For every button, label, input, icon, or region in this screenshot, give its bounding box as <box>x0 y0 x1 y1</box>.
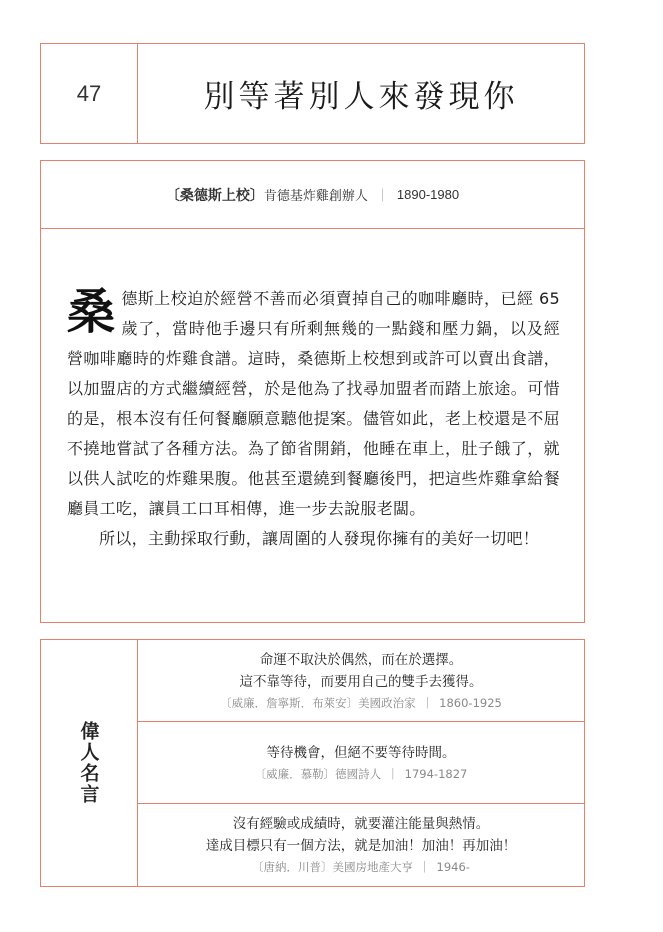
quotes-side <box>41 640 138 886</box>
quote-line: 命運不取決於偶然，而在於選擇。 <box>259 651 463 668</box>
person-name: 〔桑德斯上校〕 <box>165 187 264 204</box>
chapter-header <box>40 43 585 144</box>
person-years: 1890-1980 <box>396 187 460 202</box>
quote-item <box>138 722 584 804</box>
quote-line: 達成目標只有一個方法，就是加油！加油！再加油！ <box>205 838 517 854</box>
story-paragraph-1 <box>67 284 560 524</box>
quote-line: 等待機會，但絕不要等待時間。 <box>266 744 456 761</box>
chapter-number: 47 <box>76 80 102 106</box>
attribution-separator: ｜ <box>421 695 434 710</box>
quote-author: 〔威廉．慕勒〕德國詩人 <box>254 766 382 781</box>
quotes-label: 偉人名言 <box>77 721 100 805</box>
quotes-section <box>40 639 585 887</box>
quote-attribution <box>255 764 468 784</box>
story-heading <box>41 161 584 229</box>
attribution-separator: ｜ <box>419 860 431 874</box>
story-paragraph-2: 所以，主動採取行動，讓周圍的人發現你擁有的美好一切吧！ <box>99 529 540 548</box>
person-role: 肯德基炸雞創辦人 <box>263 189 368 204</box>
story-paragraph-1-text: 德斯上校迫於經營不善而必須賣掉自己的咖啡廳時，已經 65 歲了，當時他手邊只有所剩無幾的一點錢和壓力鍋，以及經營咖啡廳時的炸雞食譜。這時，桑德斯上校想到或許可以賣出食譜，以加盟店的方式繼續經營，於是他為了找尋加盟者而踏上旅途。可惜的是，根本沒有任何餐廳願意聽他提案。儘管如此，老上校還是不屈不撓地嘗試了各種方法。為了節省開銷，他睡在車上，肚子餓了，就以供人試吃的炸雞果腹。他甚至還繞到餐廳後門，把這些炸雞拿給餐廳員工吃，讓員工口耳相傳，進一步去說服老闆。 <box>67 289 560 518</box>
quote-author: 〔唐納．川普〕美國房地產大亨 <box>252 860 414 874</box>
quote-years: 1794-1827 <box>404 766 468 781</box>
quote-line: 這不靠等待，而要用自己的雙手去獲得。 <box>239 673 483 690</box>
attribution-separator: ｜ <box>387 766 399 781</box>
quote-item <box>138 640 584 722</box>
drop-cap: 桑 <box>67 284 116 340</box>
chapter-title: 別等著別人來發現你 <box>203 79 519 115</box>
quote-author: 〔威廉．詹寧斯．布萊安〕美國政治家 <box>220 695 416 710</box>
quote-attribution <box>252 857 470 877</box>
quote-years: 1946- <box>436 860 470 874</box>
quote-line: 沒有經驗或成績時，就要灌注能量與熱情。 <box>232 816 490 832</box>
heading-separator: ｜ <box>375 189 389 204</box>
story-body <box>67 284 560 554</box>
quote-item <box>138 804 584 886</box>
quote-years: 1860-1925 <box>439 695 502 710</box>
story-section <box>40 160 585 623</box>
quote-attribution <box>220 693 502 713</box>
